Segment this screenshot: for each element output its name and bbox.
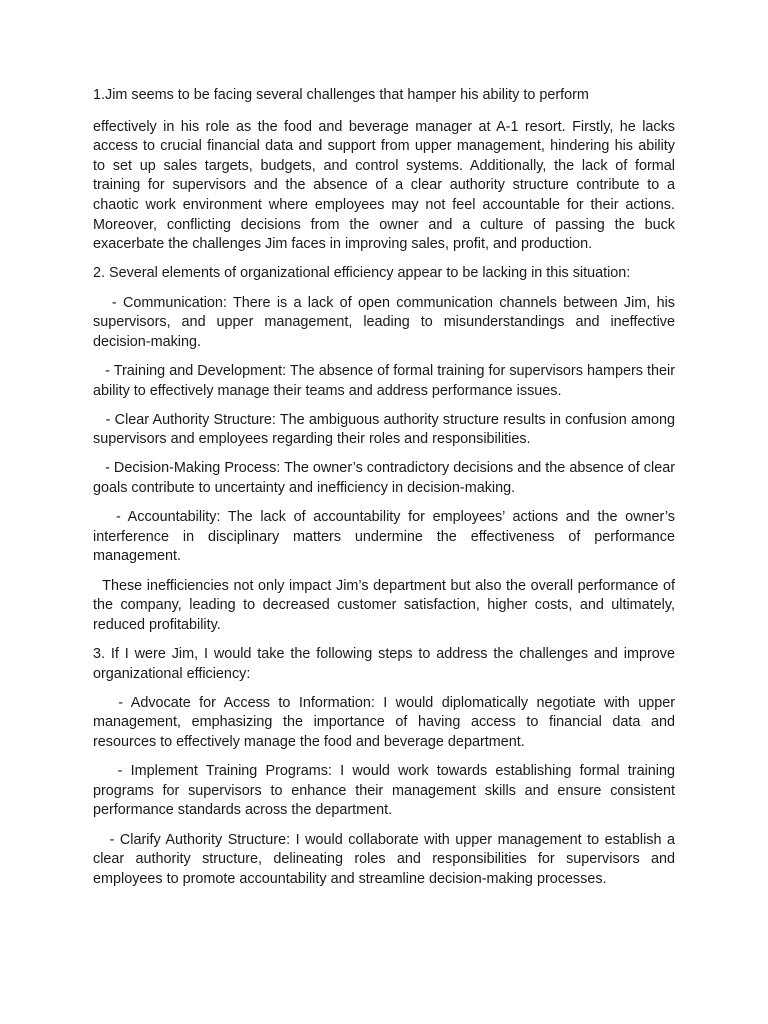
step-advocate-access: - Advocate for Access to Information: I would diplomatically negotiate with upper management, emphasizing the importance of having access to financial data and resources to effectively manage the food and beverage department. [93, 694, 675, 750]
inefficiencies-summary: These inefficiencies not only impact Jim’s department but also the overall performance of the company, leading to decreased customer satisfaction, higher costs, and ultimately, reduced profitability. [93, 577, 675, 633]
step-clarify-authority: - Clarify Authority Structure: I would collaborate with upper management to establish a clear authority structure, delineating roles and responsibilities for supervisors and employees to promote accountability and streamline decision-making processes. [93, 831, 675, 887]
item-training-development: - Training and Development: The absence of formal training for supervisors hampers their ability to effectively manage their teams and address performance issues. [93, 362, 675, 399]
document-page [93, 86, 675, 899]
answer-2-intro: 2. Several elements of organizational efficiency appear to be lacking in this situation: [93, 265, 631, 282]
step-training-programs: - Implement Training Programs: I would work towards establishing formal training programs for supervisors to enhance their management skills and ensure consistent performance standards across the department. [93, 763, 675, 819]
item-communication: - Communication: There is a lack of open communication channels between Jim, his supervisors, and upper management, leading to misunderstandings and ineffective decision-making. [93, 294, 675, 350]
item-clear-authority: - Clear Authority Structure: The ambiguous authority structure results in confusion among supervisors and employees regarding their roles and responsibilities. [93, 411, 675, 448]
answer-3-intro: 3. If I were Jim, I would take the following steps to address the challenges and improve organizational efficiency: [93, 646, 675, 682]
answer-1-intro: 1.Jim seems to be facing several challenges that hamper his ability to perform [93, 87, 589, 103]
answer-1-body: effectively in his role as the food and beverage manager at A-1 resort. Firstly, he lacks access to crucial financial data and support from upper management, hindering his ability to set up sales targets, budgets, and control systems. Additionally, the lack of formal training for supervisors and the absence of a clear authority structure contribute to a chaotic work environment where employees may not feel accountable for their actions. Moreover, conflicting decisions from the owner and a culture of passing the buck exacerbate the challenges Jim faces in improving sales, profit, and production. [93, 118, 675, 253]
item-accountability: - Accountability: The lack of accountability for employees’ actions and the owner’s interference in disciplinary matters undermine the effectiveness of performance management. [93, 509, 675, 565]
item-decision-making: - Decision-Making Process: The owner’s contradictory decisions and the absence of clear goals contribute to uncertainty and inefficiency in decision-making. [93, 460, 675, 497]
